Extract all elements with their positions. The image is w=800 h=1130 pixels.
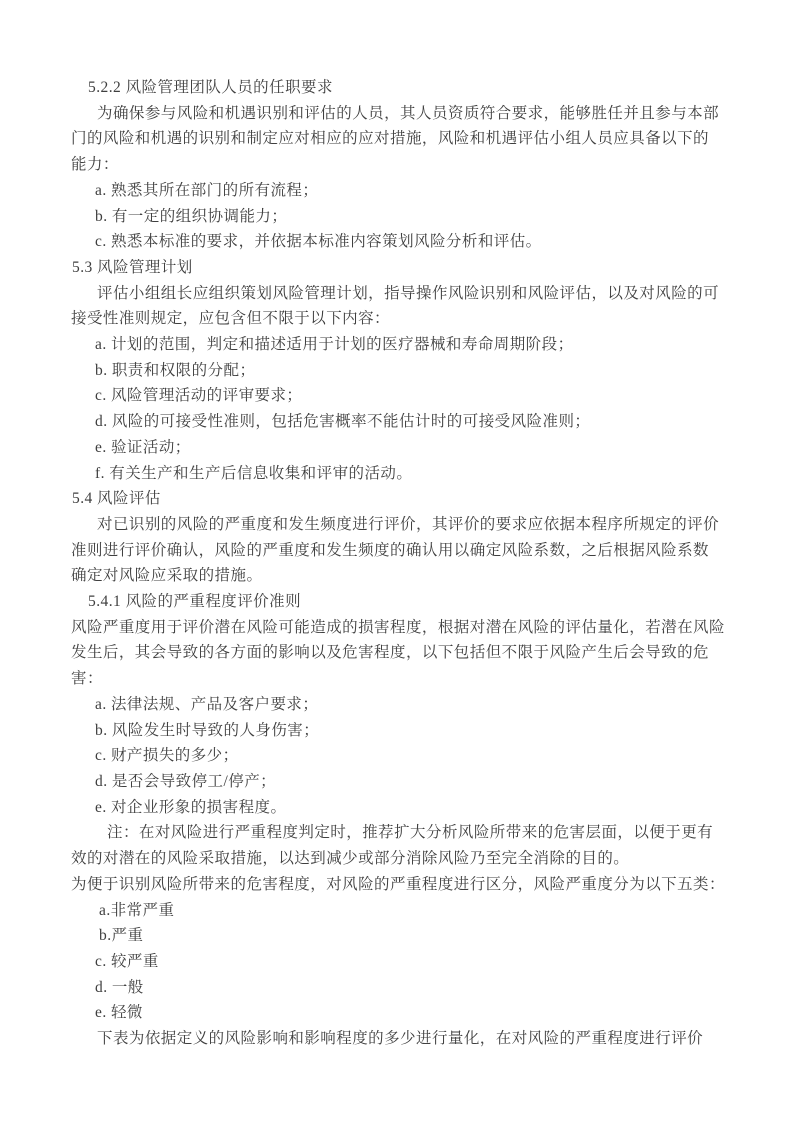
paragraph-line: 评估小组组长应组织策划风险管理计划，指导操作风险识别和风险评估，以及对风险的可 xyxy=(97,284,720,302)
list-item-f: f. 有关生产和生产后信息收集和评审的活动。 xyxy=(95,464,413,482)
list-item-c: c. 熟悉本标准的要求，并依据本标准内容策划风险分析和评估。 xyxy=(95,233,542,251)
list-item-d: d. 是否会导致停工/停产； xyxy=(95,772,277,790)
paragraph-line: 害： xyxy=(71,670,103,688)
list-item-b: b. 有一定的组织协调能力； xyxy=(95,207,288,225)
paragraph-line: 确定对风险应采取的措施。 xyxy=(71,567,263,585)
list-item-d: d. 风险的可接受性准则，包括危害概率不能估计时的可接受风险准则； xyxy=(95,413,591,431)
paragraph-line: 为便于识别风险所带来的危害程度，对风险的严重程度进行区分，风险严重度分为以下五类： xyxy=(71,875,725,893)
list-item-a: a. 法律法规、产品及客户要求； xyxy=(95,695,319,713)
paragraph-line: 能力： xyxy=(71,156,119,174)
heading-5-3: 5.3 风险管理计划 xyxy=(72,258,193,276)
paragraph-line: 为确保参与风险和机遇识别和评估的人员，其人员资质符合要求，能够胜任并且参与本部 xyxy=(97,104,720,122)
note-line: 效的对潜在的风险采取措施，以达到减少或部分消除风险乃至完全消除的目的。 xyxy=(71,850,630,868)
paragraph-line: 接受性准则规定，应包含但不限于以下内容： xyxy=(71,310,391,328)
paragraph-line: 准则进行评价确认，风险的严重度和发生频度的确认用以确定风险系数，之后根据风险系数 xyxy=(71,541,710,559)
paragraph-line: 下表为依据定义的风险影响和影响程度的多少进行量化，在对风险的严重程度进行评价 xyxy=(97,1030,704,1048)
heading-5-4: 5.4 风险评估 xyxy=(72,490,161,508)
list-item-a: a. 熟悉其所在部门的所有流程； xyxy=(95,181,319,199)
paragraph-line: 门的风险和机遇的识别和制定应对相应的应对措施，风险和机遇评估小组人员应具备以下的 xyxy=(71,130,710,148)
severity-item-b: b.严重 xyxy=(99,927,144,945)
paragraph-line: 风险严重度用于评价潜在风险可能造成的损害程度，根据对潜在风险的评估量化，若潜在风险 xyxy=(71,618,725,636)
paragraph-line: 发生后，其会导致的各方面的影响以及危害程度，以下包括但不限于风险产生后会导致的危 xyxy=(71,644,710,662)
list-item-b: b. 风险发生时导致的人身伤害； xyxy=(95,721,320,739)
note-line: 注：在对风险进行严重程度判定时，推荐扩大分析风险所带来的危害层面，以便于更有 xyxy=(107,824,714,842)
severity-item-e: e. 轻微 xyxy=(95,1004,143,1022)
severity-item-d: d. 一般 xyxy=(95,978,144,996)
paragraph-line: 对已识别的风险的严重度和发生频度进行评价，其评价的要求应依据本程序所规定的评价 xyxy=(97,515,720,533)
list-item-a: a. 计划的范围，判定和描述适用于计划的医疗器械和寿命周期阶段； xyxy=(95,336,574,354)
list-item-e: e. 验证活动； xyxy=(95,438,191,456)
severity-item-c: c. 较严重 xyxy=(95,952,159,970)
list-item-b: b. 职责和权限的分配； xyxy=(95,361,256,379)
list-item-e: e. 对企业形象的损害程度。 xyxy=(95,798,287,816)
list-item-c: c. 财产损失的多少； xyxy=(95,747,239,765)
severity-item-a: a.非常严重 xyxy=(99,901,175,919)
heading-5-2-2: 5.2.2 风险管理团队人员的任职要求 xyxy=(88,79,333,96)
heading-5-4-1: 5.4.1 风险的严重程度评价准则 xyxy=(88,593,302,611)
list-item-c: c. 风险管理活动的评审要求； xyxy=(95,387,303,405)
